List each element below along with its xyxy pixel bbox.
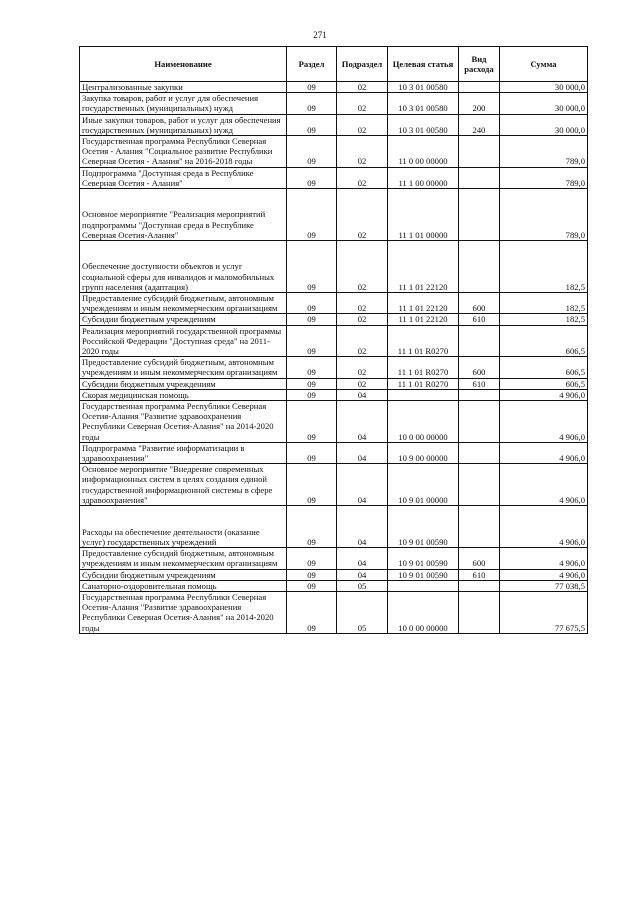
row-expense-type [459,591,500,633]
table-row [80,241,588,293]
row-amount: 4 906,0 [500,389,588,400]
row-section: 09 [287,189,337,241]
row-target: 11 1 01 22120 [388,293,459,314]
row-subsection: 02 [337,325,388,357]
row-subsection: 02 [337,114,388,135]
row-amount: 606,5 [500,378,588,389]
row-expense-type: 600 [459,357,500,378]
row-name: Предоставление субсидий бюджетным, автономным учреждениям и иным некоммерческим организациям [80,548,287,569]
row-name: Иные закупки товаров, работ и услуг для обеспечения государственных (муниципальных) нужд [80,114,287,135]
row-section: 09 [287,93,337,114]
row-name: Реализация мероприятий государственной программы Российской Федерации "Доступная среда" на 2011-2020 годы [80,325,287,357]
row-name: Государственная программа Республики Северная Осетия - Алания "Социальное развитие Республики Северная Осетия - Алания" на 2016-2018 годы [80,136,287,168]
row-section: 09 [287,401,337,443]
header-subsection: Подраздел [337,47,388,82]
row-amount: 4 906,0 [500,506,588,548]
budget-table [79,46,588,634]
row-amount: 182,5 [500,241,588,293]
row-subsection: 04 [337,506,388,548]
row-target: 10 9 01 00590 [388,506,459,548]
row-amount: 77 675,5 [500,591,588,633]
row-name: Основное мероприятие "Реализация мероприятий подпрограммы "Доступная среда в Республике Северная Осетия-Алания" [80,189,287,241]
row-amount: 182,5 [500,293,588,314]
table-row [80,325,588,357]
table-row [80,293,588,314]
row-amount: 789,0 [500,167,588,188]
row-amount: 789,0 [500,189,588,241]
row-target: 10 3 01 00580 [388,82,459,93]
row-section: 09 [287,506,337,548]
row-subsection: 05 [337,591,388,633]
row-section: 09 [287,569,337,580]
row-target: 10 3 01 00580 [388,93,459,114]
row-expense-type: 610 [459,378,500,389]
row-target: 10 0 00 00000 [388,591,459,633]
row-subsection: 04 [337,569,388,580]
table-row [80,136,588,168]
row-expense-type [459,506,500,548]
row-name: Субсидии бюджетным учреждениям [80,569,287,580]
table-header-row [80,47,588,82]
table-row [80,580,588,591]
table-row [80,167,588,188]
row-target [388,580,459,591]
table-row [80,464,588,506]
row-amount: 4 906,0 [500,464,588,506]
row-target: 11 1 01 R0270 [388,357,459,378]
row-subsection: 04 [337,464,388,506]
row-subsection: 02 [337,378,388,389]
row-section: 09 [287,591,337,633]
row-expense-type [459,389,500,400]
row-name: Централизованные закупки [80,82,287,93]
row-name: Основное мероприятие "Внедрение современных информационных систем в целях создания единой государственной информационной системы в сфере здравоохранения" [80,464,287,506]
row-section: 09 [287,136,337,168]
row-name: Подпрограмма "Доступная среда в Республике Северная Осетия - Алания" [80,167,287,188]
row-target: 10 9 01 00000 [388,464,459,506]
row-subsection: 02 [337,293,388,314]
row-subsection: 02 [337,314,388,325]
row-subsection: 05 [337,580,388,591]
row-target: 11 1 01 22120 [388,241,459,293]
row-name: Субсидии бюджетным учреждениям [80,314,287,325]
row-expense-type: 610 [459,569,500,580]
row-subsection: 02 [337,357,388,378]
row-section: 09 [287,580,337,591]
row-section: 09 [287,325,337,357]
row-expense-type [459,189,500,241]
row-section: 09 [287,241,337,293]
header-section: Раздел [287,47,337,82]
row-target: 11 1 01 R0270 [388,325,459,357]
row-name: Скорая медицинская помощь [80,389,287,400]
row-expense-type: 200 [459,93,500,114]
row-subsection: 04 [337,442,388,463]
table-row [80,506,588,548]
row-expense-type: 240 [459,114,500,135]
table-row [80,82,588,93]
row-target: 10 9 00 00000 [388,442,459,463]
row-section: 09 [287,114,337,135]
row-section: 09 [287,378,337,389]
row-expense-type: 610 [459,314,500,325]
table-row [80,401,588,443]
row-target: 10 3 01 00580 [388,114,459,135]
row-amount: 606,5 [500,325,588,357]
row-name: Предоставление субсидий бюджетным, автономным учреждениям и иным некоммерческим организациям [80,357,287,378]
table-row [80,569,588,580]
table-row [80,189,588,241]
row-expense-type [459,82,500,93]
row-section: 09 [287,167,337,188]
header-name: Наименование [80,47,287,82]
row-amount: 4 906,0 [500,569,588,580]
row-subsection: 04 [337,389,388,400]
table-row [80,314,588,325]
row-target: 10 9 01 00590 [388,569,459,580]
row-expense-type [459,580,500,591]
row-amount: 182,5 [500,314,588,325]
row-amount: 77 038,5 [500,580,588,591]
row-section: 09 [287,357,337,378]
row-target: 11 1 01 22120 [388,314,459,325]
table-row [80,442,588,463]
header-target: Целевая статья [388,47,459,82]
row-subsection: 02 [337,241,388,293]
row-expense-type [459,241,500,293]
table-row [80,548,588,569]
row-section: 09 [287,389,337,400]
row-name: Расходы на обеспечение деятельности (оказание услуг) государственных учреждений [80,506,287,548]
row-amount: 4 906,0 [500,548,588,569]
row-section: 09 [287,548,337,569]
row-expense-type [459,401,500,443]
row-amount: 30 000,0 [500,82,588,93]
row-name: Государственная программа Республики Северная Осетия-Алания "Развитие здравоохранения Республики Северная Осетия-Алания" на 2014-2020 годы [80,401,287,443]
row-name: Санаторно-оздоровительная помощь [80,580,287,591]
row-expense-type [459,136,500,168]
row-expense-type [459,464,500,506]
row-subsection: 04 [337,401,388,443]
row-subsection: 02 [337,136,388,168]
row-subsection: 02 [337,167,388,188]
row-subsection: 02 [337,82,388,93]
row-name: Обеспечение доступности объектов и услуг социальной сферы для инвалидов и маломобильных групп населения (адаптация) [80,241,287,293]
row-section: 09 [287,82,337,93]
row-section: 09 [287,464,337,506]
table-row [80,591,588,633]
row-expense-type [459,167,500,188]
row-target: 10 0 00 00000 [388,401,459,443]
row-target: 11 1 01 00000 [388,189,459,241]
row-expense-type: 600 [459,293,500,314]
table-row [80,378,588,389]
row-amount: 30 000,0 [500,93,588,114]
row-target: 11 0 00 00000 [388,136,459,168]
row-target: 11 1 00 00000 [388,167,459,188]
row-amount: 606,5 [500,357,588,378]
row-section: 09 [287,293,337,314]
table-row [80,357,588,378]
page-number: 271 [313,30,327,40]
row-amount: 30 000,0 [500,114,588,135]
table-row [80,93,588,114]
row-amount: 4 906,0 [500,442,588,463]
row-name: Закупка товаров, работ и услуг для обеспечения государственных (муниципальных) нужд [80,93,287,114]
row-name: Предоставление субсидий бюджетным, автономным учреждениям и иным некоммерческим организациям [80,293,287,314]
row-expense-type [459,442,500,463]
row-subsection: 04 [337,548,388,569]
row-subsection: 02 [337,93,388,114]
row-amount: 4 906,0 [500,401,588,443]
row-target [388,389,459,400]
row-expense-type [459,325,500,357]
header-amount: Сумма [500,47,588,82]
row-section: 09 [287,314,337,325]
row-subsection: 02 [337,189,388,241]
row-target: 11 1 01 R0270 [388,378,459,389]
row-name: Государственная программа Республики Северная Осетия-Алания "Развитие здравоохранения Республики Северная Осетия-Алания" на 2014-2020 годы [80,591,287,633]
header-expense-type: Вид расхода [459,47,500,82]
row-section: 09 [287,442,337,463]
row-name: Субсидии бюджетным учреждениям [80,378,287,389]
row-amount: 789,0 [500,136,588,168]
row-expense-type: 600 [459,548,500,569]
table-row [80,114,588,135]
row-name: Подпрограмма "Развитие информатизации в здравоохранении" [80,442,287,463]
table-row [80,389,588,400]
row-target: 10 9 01 00590 [388,548,459,569]
